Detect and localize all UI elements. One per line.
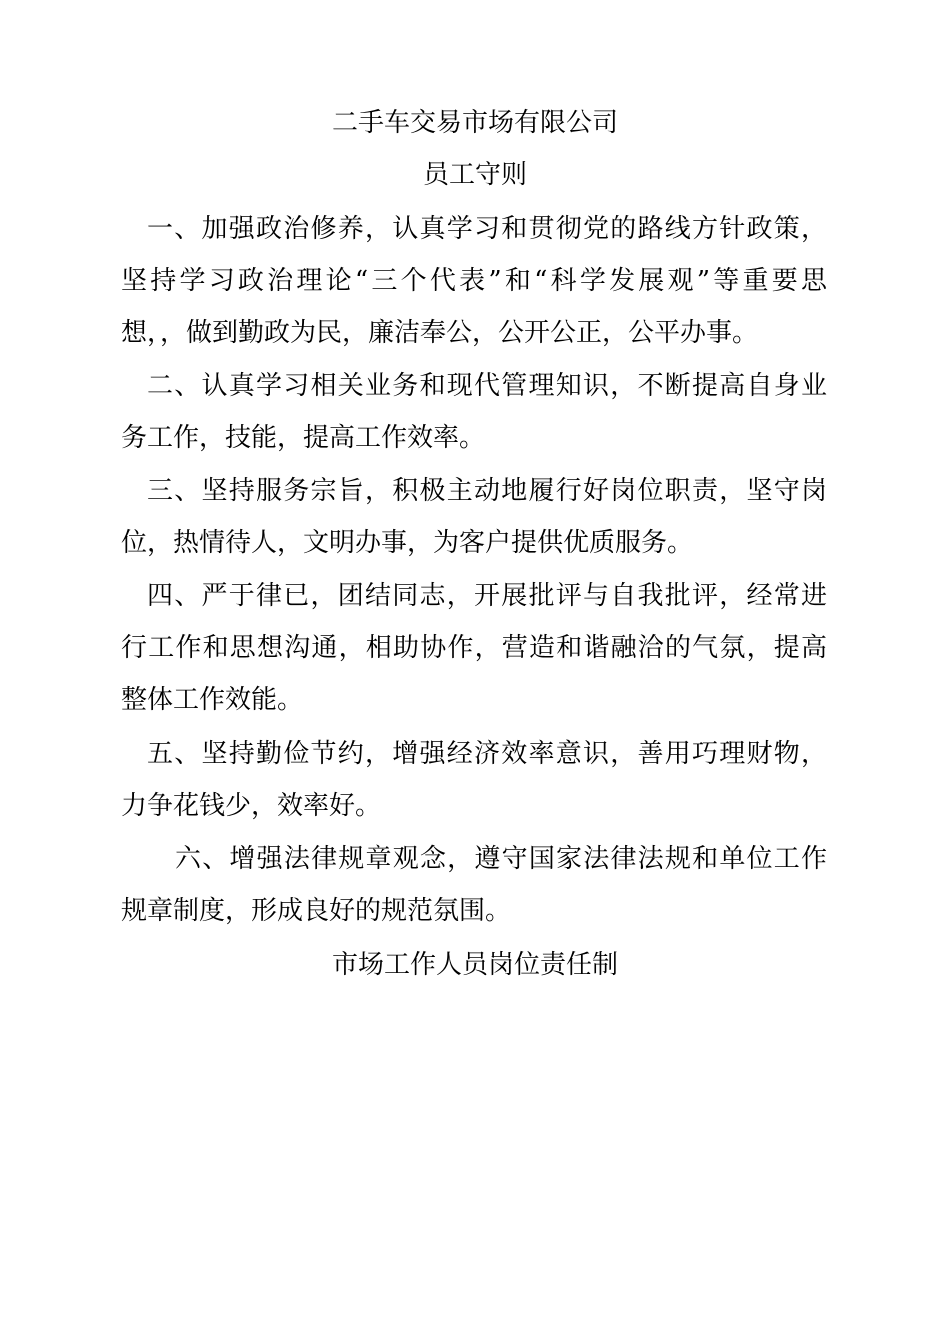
rule-3-line-1: 三、坚持服务宗旨，积极主动地履行好岗位职责，坚守岗 [147, 476, 827, 506]
rule-6-line-2: 规章制度，形成良好的规范氛围。 [121, 896, 512, 926]
rule-1-line-2: 坚持学习政治理论“三个代表”和“科学发展观”等重要思 [121, 266, 827, 296]
rule-4-line-2: 行工作和思想沟通，相助协作，营造和谐融洽的气氛，提高 [121, 633, 827, 663]
rule-2-line-2: 务工作，技能，提高工作效率。 [121, 423, 486, 453]
rule-1-line-1: 一、加强政治修养，认真学习和贯彻党的路线方针政策， [147, 214, 827, 244]
rule-2-line-1: 二、认真学习相关业务和现代管理知识，不断提高自身业 [147, 371, 827, 401]
rule-4-line-3: 整体工作效能。 [121, 685, 304, 715]
rule-6-line-1: 六、增强法律规章观念，遵守国家法律法规和单位工作 [175, 844, 827, 874]
next-section-title: 市场工作人员岗位责任制 [331, 950, 618, 980]
company-title: 二手车交易市场有限公司 [331, 108, 618, 138]
rule-5-line-1: 五、坚持勤俭节约，增强经济效率意识，善用巧理财物， [147, 739, 827, 769]
rule-4-line-1: 四、严于律已，团结同志，开展批评与自我批评，经常进 [147, 581, 827, 611]
rule-3-line-2: 位，热情待人，文明办事，为客户提供优质服务。 [121, 528, 694, 558]
section-title: 员工守则 [422, 160, 527, 190]
rule-1-line-3: 想，，做到勤政为民，廉洁奉公，公开公正，公平办事。 [121, 318, 759, 348]
rule-5-line-2: 力争花钱少，效率好。 [121, 791, 382, 821]
